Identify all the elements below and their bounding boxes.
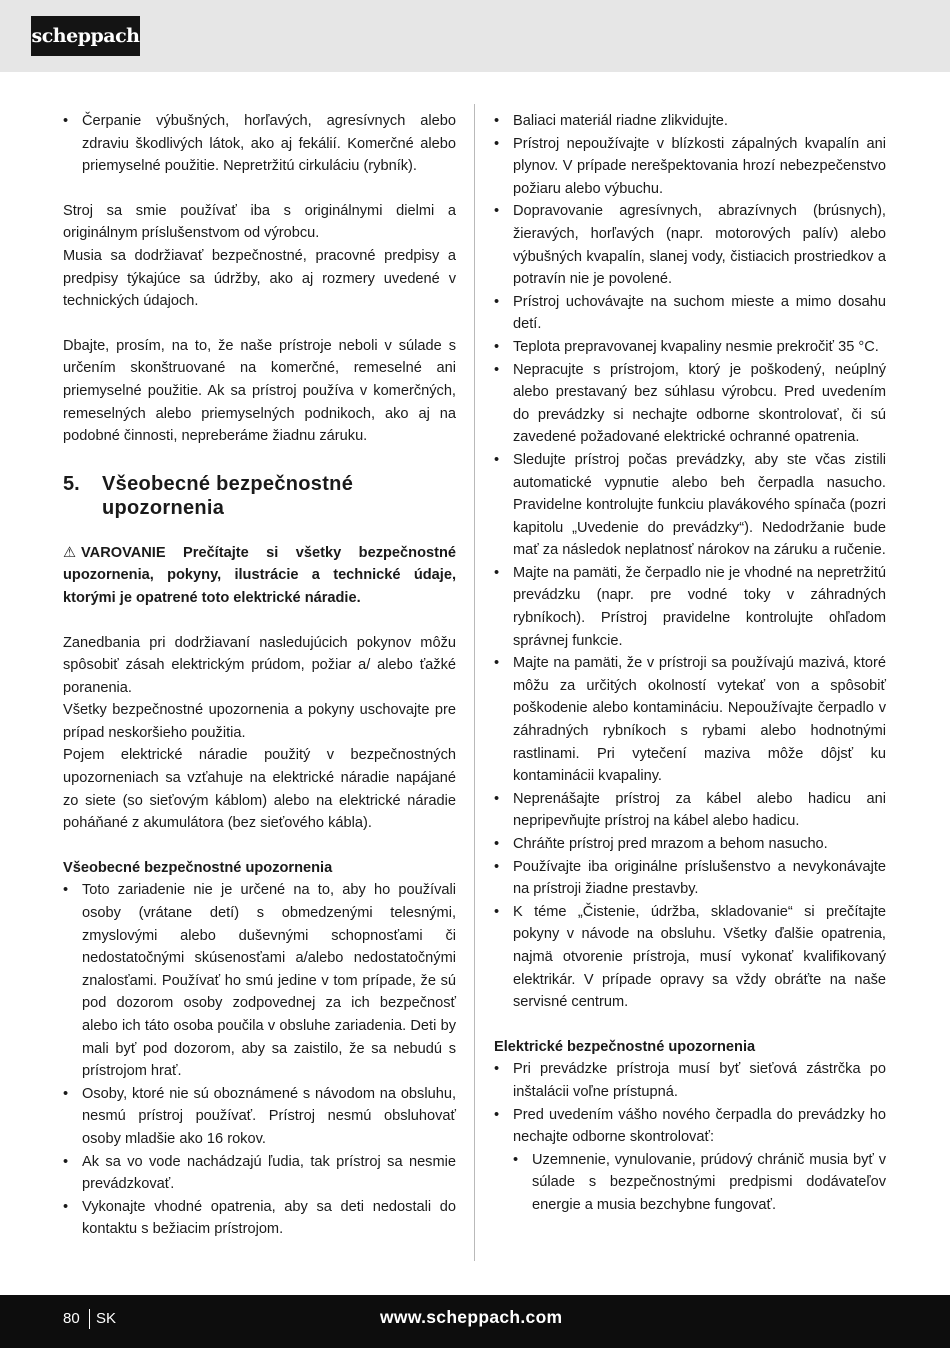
right-column	[494, 110, 886, 1217]
sub-bullet-list	[513, 1149, 886, 1217]
list-item	[494, 1104, 886, 1217]
list-item: • Neprenášajte prístroj za kábel alebo hadicu ani nepripevňujte prístroj na kábel alebo hadicu.	[494, 788, 886, 833]
footer-bar	[0, 1295, 950, 1348]
list-item: • Vykonajte vhodné opatrenia, aby sa deti nedostali do kontaktu s bežiacim prístrojom.	[63, 1196, 456, 1241]
scheppach-logo: scheppach	[31, 16, 140, 56]
list-item: • Dopravovanie agresívnych, abrazívnych (brúsnych), žieravých, horľavých (napr. motorových palív) alebo výbušných kvapalín, slanej vody, čistiacich prostriedkov a potravín nie je povolené.	[494, 200, 886, 290]
list-item: • Sledujte prístroj počas prevádzky, aby ste včas zistili automatické vypnutie alebo beh čerpadla nasucho. Pravidelne kontrolujte funkciu plavákového spínača (pozri kapitolu „Uvedenie do prevádzky“). Nedodržanie bude mať za následok neplatnosť nárokov na záruku a ručenie.	[494, 449, 886, 562]
list-item: • Čerpanie výbušných, horľavých, agresívnych alebo zdraviu škodlivých látok, ako aj fekálií. Komerčné alebo priemyselné použitie. Nepretržitú cirkuláciu (rybník).	[63, 110, 456, 178]
list-item: • Baliaci materiál riadne zlikvidujte.	[494, 110, 886, 133]
electric-safety-list	[494, 1058, 886, 1216]
paragraph: Musia sa dodržiavať bezpečnostné, pracovné predpisy a predpisy týkajúce sa údržby, ako aj rozmery uvedené v technických údajoch.	[63, 247, 456, 310]
general-safety-list	[63, 879, 456, 1241]
list-item: • Majte na pamäti, že čerpadlo nie je vhodné na nepretržitú prevádzku (napr. pre vodné toky v záhradných rybníkoch). Prístroj pravidelne kontrolujte ohľadom správnej funkcie.	[494, 562, 886, 652]
footer-separator	[89, 1309, 90, 1329]
warning-triangle-icon: ⚠	[63, 544, 77, 561]
list-item: • Chráňte prístroj pred mrazom a behom nasucho.	[494, 833, 886, 856]
intro-bullet-list	[63, 110, 456, 178]
paragraph: Stroj sa smie používať iba s originálnymi dielmi a originálnym príslušenstvom od výrobcu.	[63, 202, 456, 242]
list-item: • Nepracujte s prístrojom, ktorý je poškodený, neúplný alebo prestavaný bez súhlasu výrobcu. Pred uvedením do prevádzky si nechajte odborne skontrolovať, či sú zavedené požadované elektrické ochranné opatrenia.	[494, 359, 886, 449]
website-link[interactable]: www.scheppach.com	[380, 1307, 563, 1327]
paragraph: Všetky bezpečnostné upozornenia a pokyny uschovajte pre prípad neskoršieho použitia.	[63, 702, 456, 741]
section-heading	[63, 472, 456, 520]
paragraph: Pojem elektrické náradie použitý v bezpečnostných upozorneniach sa vzťahuje na elektrické náradie napájané zo siete (so sieťovým káblom) alebo na elektrické náradie poháňané z akumulátora (bez sieťového kábla).	[63, 747, 456, 832]
list-item: • Prístroj nepoužívajte v blízkosti zápalných kvapalín ani plynov. V prípade nerešpektovania hrozí nebezpečenstvo požiaru alebo výbuchu.	[494, 133, 886, 201]
section-title: Všeobecné bezpečnostné upozornenia	[102, 472, 354, 519]
paragraph: Dbajte, prosím, na to, že naše prístroje neboli v súlade s určením skonštruované na komerčné, remeselné ani priemyselné použitie. Ak sa prístroj používa v komerčných, remeselných alebo priemyselných podnikoch, ako aj na podobné činnosti, nepreberáme žiadnu záruku.	[63, 337, 456, 445]
list-item: • Ak sa vo vode nachádzajú ľudia, tak prístroj sa nesmie prevádzkovať.	[63, 1151, 456, 1196]
subheading: Elektrické bezpečnostné upozornenia	[494, 1038, 756, 1055]
left-column	[63, 110, 456, 1241]
sub-list-item: • Uzemnenie, vynulovanie, prúdový chránič musia byť v súlade s bezpečnostnými predpismi dodávateľov energie a musia bezchybne fungovať.	[513, 1149, 886, 1217]
list-item: • K téme „Čistenie, údržba, skladovanie“ si prečítajte pokyny v návode na obsluhu. Všetky ďalšie opatrenia, najmä otvorenie prístroja, musí vykonať kvalifikovaný elektrikár. V prípade opravy sa vždy obráťte na naše servisné centrum.	[494, 901, 886, 1014]
section-number: 5.	[63, 472, 80, 495]
list-item: • Majte na pamäti, že v prístroji sa používajú mazivá, ktoré môžu za určitých okolností vytekať von a spôsobiť poškodenie alebo kontamináciu. Nepoužívajte čerpadlo v záhradných rybníkoch s rybami alebo hodnotnými rastlinami. Pri vytečení maziva môže dôjsť ku kontaminácii kvapaliny.	[494, 652, 886, 788]
header-bar	[0, 0, 950, 72]
safety-bullet-list	[494, 110, 886, 1014]
list-item: • Pri prevádzke prístroja musí byť sieťová zástrčka po inštalácii voľne prístupná.	[494, 1058, 886, 1103]
paragraph: Zanedbania pri dodržiavaní nasledujúcich pokynov môžu spôsobiť zásah elektrickým prúdom, požiar a/ alebo ťažké poranenia.	[63, 634, 456, 696]
list-item: • Prístroj uchovávajte na suchom mieste a mimo dosahu detí.	[494, 291, 886, 336]
page-number: 80	[63, 1310, 80, 1327]
list-item: • Používajte iba originálne príslušenstvo a nevykonávajte na prístroji žiadne prestavby.	[494, 856, 886, 901]
list-item: • Toto zariadenie nie je určené na to, aby ho používali osoby (vrátane detí) s obmedzenými telesnými, zmyslovými alebo duševnými schopnosťami či nedostatočnými skúsenosťami a/alebo nedostatočnými znalosťami. Používať ho smú jedine v tom prípade, že sú pod dozorom osoby zodpovednej za ich bezpečnosť alebo ich táto osoba poučila v obsluhe zariadenia. Deti by mali byť pod dozorom, aby sa zaistilo, že sa nebudú s prístrojom hrať.	[63, 879, 456, 1082]
list-item-text: Pred uvedením vášho nového čerpadla do prevádzky ho nechajte odborne skontrolovať:	[513, 1106, 886, 1146]
warning-block	[63, 542, 456, 610]
list-item: • Teplota prepravovanej kvapaliny nesmie prekročiť 35 °C.	[494, 336, 886, 359]
list-item: • Osoby, ktoré nie sú oboznámené s návodom na obsluhu, nesmú prístroj používať. Prístroj nesmú obsluhovať osoby mladšie ako 16 rokov.	[63, 1083, 456, 1151]
warning-text: VAROVANIE Prečítajte si všetky bezpečnostné upozornenia, pokyny, ilustrácie a technické údaje, ktorými je opatrené toto elektrické náradie.	[63, 544, 456, 606]
column-divider	[474, 104, 475, 1261]
language-code: SK	[96, 1310, 117, 1327]
subheading: Všeobecné bezpečnostné upozornenia	[63, 859, 333, 876]
